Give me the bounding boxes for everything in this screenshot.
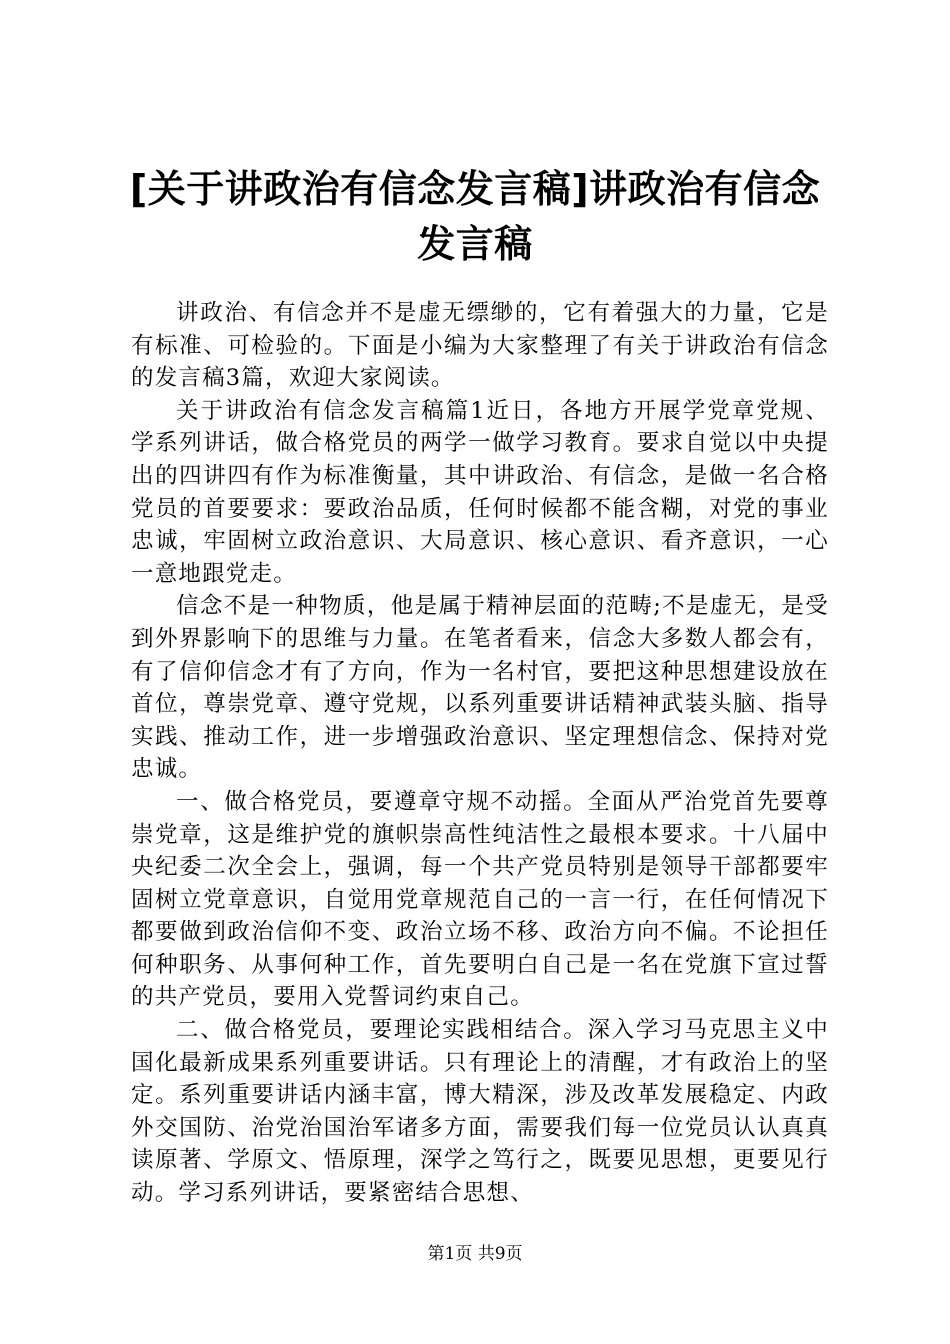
- paragraph-section-one: 一、做合格党员，要遵章守规不动摇。全面从严治党首先要尊崇党章，这是维护党的旗帜崇高性纯洁性之最根本要求。十八届中央纪委二次全会上，强调，每一个共产党员特别是领导干部都要牢固树立党章意识，自觉用党章规范自己的一言一行，在任何情况下都要做到政治信仰不变、政治立场不移、政治方向不偏。不论担任何种职务、从事何种工作，首先要明白自己是一名在党旗下宣过誓的共产党员，要用入党誓词约束自己。: [131, 788, 829, 1011]
- document-title: [关于讲政治有信念发言稿]讲政治有信念发言稿: [129, 167, 821, 266]
- paragraph-speech-1: 关于讲政治有信念发言稿篇1近日，各地方开展学党章党规、学系列讲话，做合格党员的两学一做学习教育。要求自觉以中央提出的四讲四有作为标准衡量，其中讲政治、有信念，是做一名合格党员的首要要求：要政治品质，任何时候都不能含糊，对党的事业忠诚，牢固树立政治意识、大局意识、核心意识、看齐意识，一心一意地跟党走。: [131, 397, 829, 587]
- paragraph-belief: 信念不是一种物质，他是属于精神层面的范畴;不是虚无，是受到外界影响下的思维与力量。在笔者看来，信念大多数人都会有，有了信仰信念才有了方向，作为一名村官，要把这种思想建设放在首位，尊崇党章、遵守党规，以系列重要讲话精神武装头脑、指导实践、推动工作，进一步增强政治意识、坚定理想信念、保持对党忠诚。: [131, 593, 829, 783]
- page-number-footer: 第1页 共9页: [427, 1244, 523, 1264]
- document-body: [131, 297, 829, 1210]
- paragraph-section-two: 二、做合格党员，要理论实践相结合。深入学习马克思主义中国化最新成果系列重要讲话。只有理论上的清醒，才有政治上的坚定。系列重要讲话内涵丰富，博大精深，涉及改革发展稳定、内政外交国防、治党治国治军诸多方面，需要我们每一位党员认认真真读原著、学原文、悟原理，深学之笃行之，既要见思想，更要见行动。学习系列讲话，要紧密结合思想、: [131, 1017, 829, 1207]
- paragraph-intro: 讲政治、有信念并不是虚无缥缈的，它有着强大的力量，它是有标准、可检验的。下面是小编为大家整理了有关于讲政治有信念的发言稿3篇，欢迎大家阅读。: [131, 300, 829, 392]
